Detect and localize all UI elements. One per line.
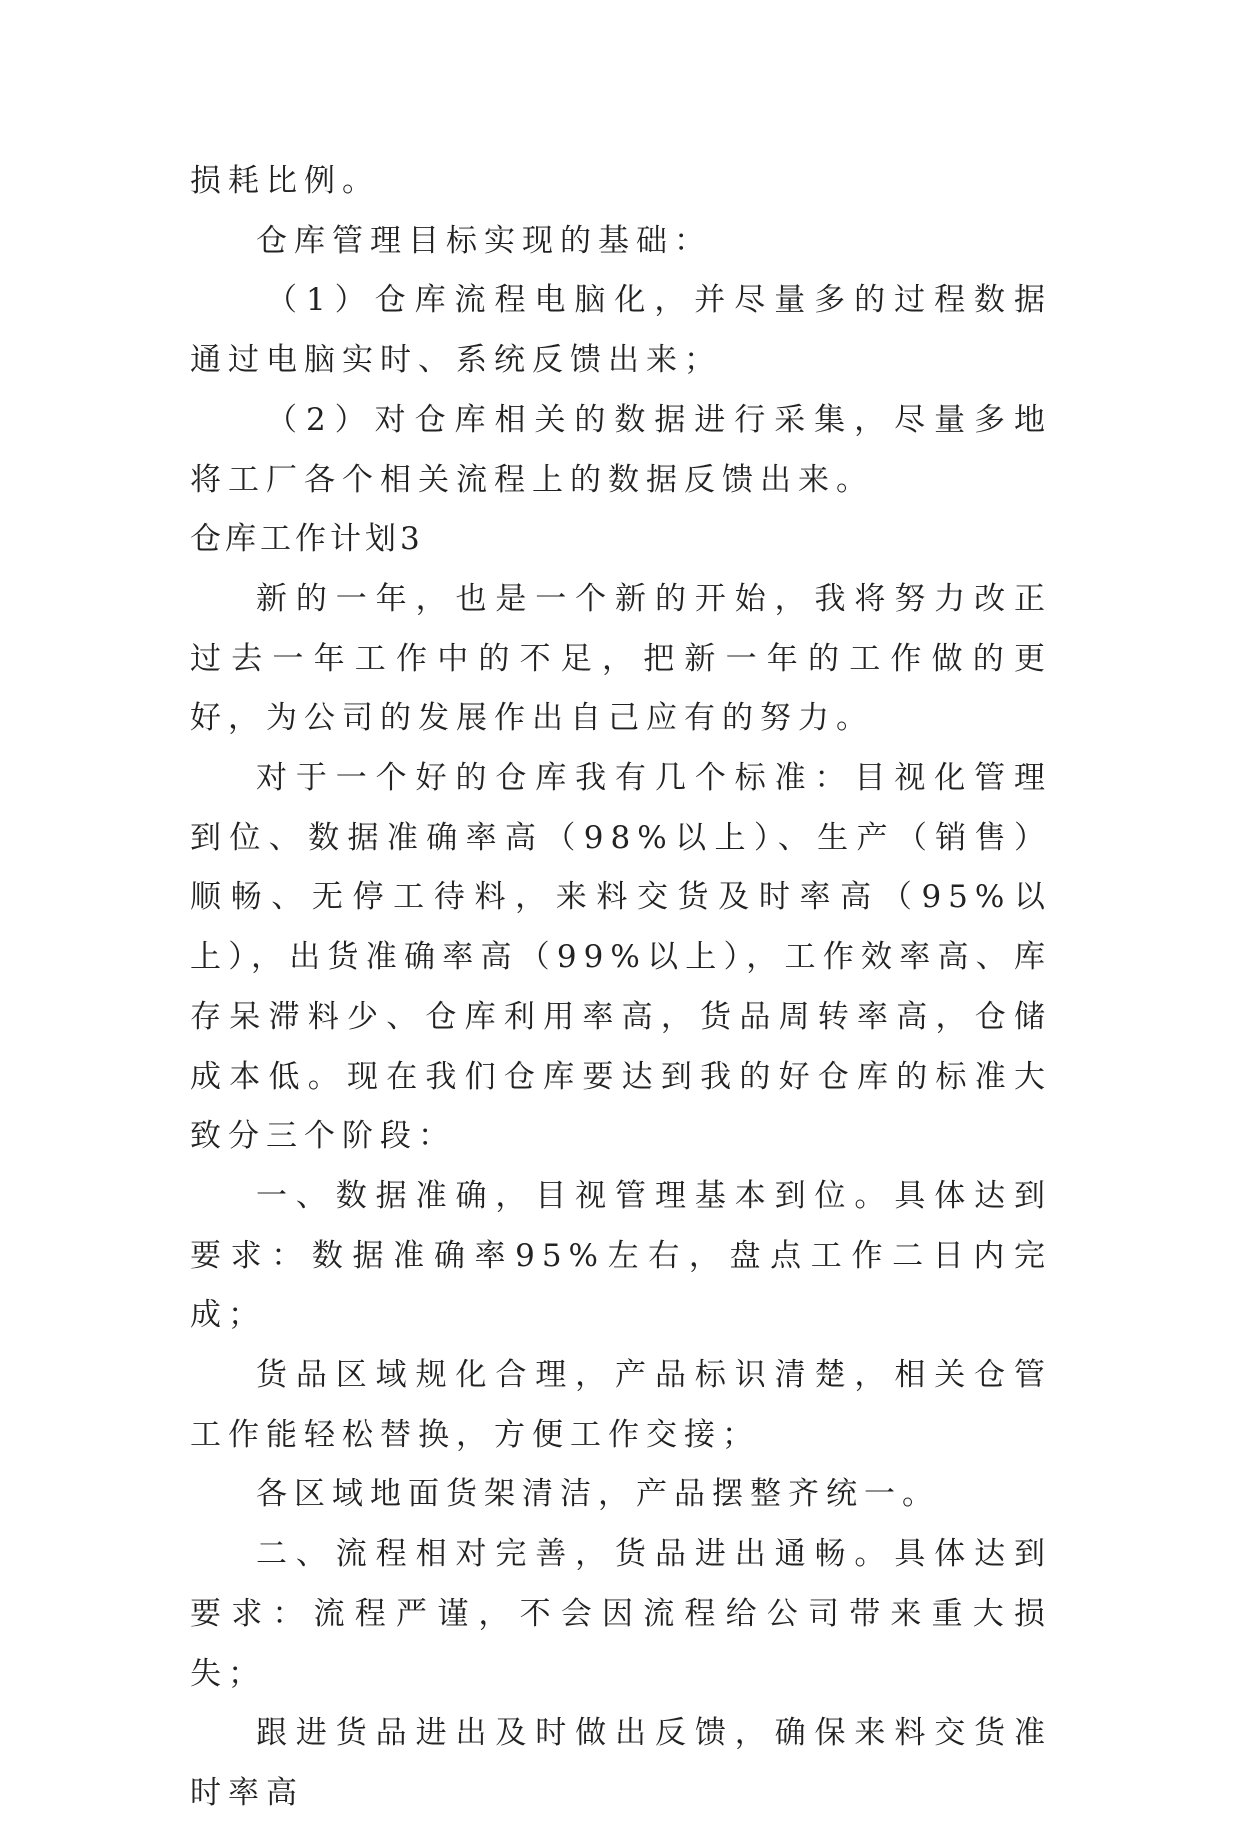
paragraph-area-planning: 货品区域规化合理，产品标识清楚，相关仓管工作能轻松替换，方便工作交接； [190, 1357, 1052, 1453]
paragraph-basis-item-1: （1）仓库流程电脑化，并尽量多的过程数据通过电脑实时、系统反馈出来； [190, 282, 1052, 379]
paragraph-new-year: 新的一年，也是一个新的开始，我将努力改正过去一年工作中的不足，把新一年的工作做的更好，为公司的发展作出自己应有的努力。 [190, 580, 1052, 737]
paragraph-goal-basis: 仓库管理目标实现的基础： [256, 222, 712, 259]
paragraph-standards: 对于一个好的仓库我有几个标准：目视化管理到位、数据准确率高（98%以上）、生产（销售）顺畅、无停工待料，来料交货及时率高（95%以上），出货准确率高（99%以上），工作效率高、库存呆滞料少、仓库利用率高，货品周转率高，仓储成本低。现在我们仓库要达到我的好仓库的标准大致分三个阶段： [190, 760, 1052, 1155]
paragraph-shelf-cleaning: 各区域地面货架清洁，产品摆整齐统一。 [256, 1476, 940, 1513]
paragraph-basis-item-2: （2）对仓库相关的数据进行采集，尽量多地将工厂各个相关流程上的数据反馈出来。 [190, 401, 1052, 498]
paragraph-stage-1: 一、数据准确，目视管理基本到位。具体达到要求：数据准确率95%左右，盘点工作二日内完成； [190, 1177, 1052, 1334]
section-heading: 仓库工作计划3 [190, 521, 424, 558]
paragraph-follow-up: 跟进货品进出及时做出反馈，确保来料交货准时率高 [190, 1715, 1052, 1811]
paragraph-loss-ratio: 损耗比例。 [190, 163, 380, 199]
paragraph-stage-2: 二、流程相对完善，货品进出通畅。具体达到要求：流程严谨，不会因流程给公司带来重大损失； [190, 1536, 1052, 1692]
document-body [190, 152, 1052, 1824]
